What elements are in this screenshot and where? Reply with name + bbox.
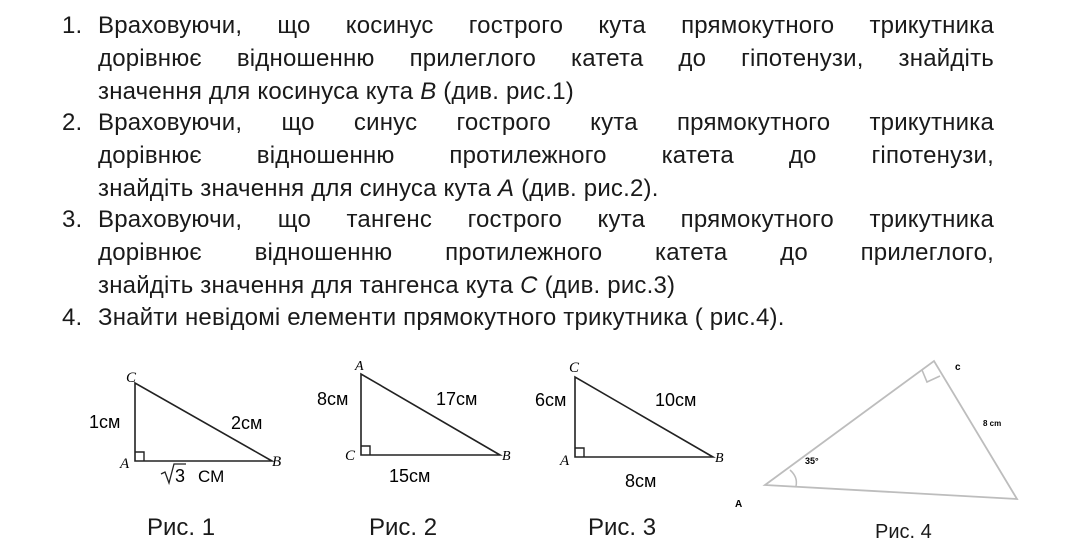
task-2-line-2: дорівнює відношенню протилежного катета до гіпотенузи, <box>98 142 994 169</box>
figure-4-triangle <box>735 361 1017 510</box>
figure-4-angle-arc <box>790 470 796 486</box>
figure-3-vertex-right-angle: A <box>560 453 570 469</box>
task-3-line-2: дорівнює відношенню протилежного катета до прилеглого, <box>98 239 994 266</box>
figure-4-vertex-left: A <box>735 499 743 510</box>
figure-4-label-side: 8 cm <box>983 419 1002 428</box>
figure-1-vertex-right: B <box>272 454 282 470</box>
figure-3-vertex-top: C <box>569 360 580 376</box>
figure-2-caption: Рис. 2 <box>369 514 438 541</box>
figure-2-triangle-shape <box>361 374 500 455</box>
figure-3-right-angle-mark <box>575 448 584 457</box>
figure-3-label-hypotenuse: 10см <box>655 390 697 410</box>
figure-4-vertex-right-angle: c <box>955 362 961 373</box>
figure-4-caption: Рис. 4 <box>875 521 932 543</box>
figure-3-triangle-shape <box>575 377 713 457</box>
task-1-line-1: Враховуючи, що косинус гострого кута прямокутного трикутника <box>98 12 994 39</box>
figure-1-vertex-top: C <box>126 370 137 386</box>
task-3-line-3-text: знайдіть значення для тангенса кута <box>98 272 521 299</box>
task-1-line-2: дорівнює відношенню прилеглого катета до гіпотенузи, знайдіть <box>98 45 994 72</box>
figure-4-label-angle: 35° <box>805 456 819 466</box>
task-3-number: 3. <box>62 206 83 233</box>
figure-2-triangle <box>317 359 511 486</box>
figure-3-triangle <box>535 360 724 491</box>
task-2-line-1: Враховуючи, що синус гострого кута прямокутного трикутника <box>98 109 994 136</box>
task-3-angle: C <box>520 272 538 299</box>
figure-1-triangle <box>89 370 281 486</box>
figure-4-triangle-shape <box>765 361 1017 499</box>
figure-1-label-root-value: 3 <box>175 466 186 486</box>
figure-2-vertex-right: B <box>502 449 511 464</box>
figure-1-label-hypotenuse: 2см <box>231 413 263 433</box>
task-1-line-3-ref: (див. рис.1) <box>436 78 574 105</box>
figure-3-label-vertical: 6см <box>535 390 567 410</box>
figure-3-vertex-right: B <box>715 451 724 466</box>
task-4-number: 4. <box>62 304 83 331</box>
figure-2-label-horizontal: 15см <box>389 466 431 486</box>
figure-2-right-angle-mark <box>361 446 370 455</box>
task-1-number: 1. <box>62 12 83 39</box>
figure-4-right-angle-mark <box>922 370 940 382</box>
task-4-line-1: Знайти невідомі елементи прямокутного трикутника ( рис.4). <box>98 304 785 331</box>
figure-1-right-angle-mark <box>135 452 144 461</box>
figure-3-label-horizontal: 8см <box>625 471 657 491</box>
task-1-angle: B <box>420 78 437 105</box>
task-3-line-1: Враховуючи, що тангенс гострого кута прямокутного трикутника <box>98 206 994 233</box>
task-2-line-3-ref: (див. рис.2). <box>514 175 659 202</box>
task-2-number: 2. <box>62 109 83 136</box>
figure-2-label-vertical: 8см <box>317 389 349 409</box>
figure-2-vertex-right-angle: C <box>345 448 356 464</box>
task-2-line-3-text: знайдіть значення для синуса кута <box>98 175 498 202</box>
task-1-line-3-text: значення для косинуса кута <box>98 78 421 105</box>
task-3-line-3-ref: (див. рис.3) <box>537 272 676 299</box>
figure-2-vertex-top: A <box>355 359 364 374</box>
figure-2-label-hypotenuse: 17см <box>436 389 478 409</box>
figure-3-caption: Рис. 3 <box>588 514 657 541</box>
figure-1-vertex-right-angle: A <box>120 456 130 472</box>
figure-1-caption: Рис. 1 <box>147 514 216 541</box>
figure-1-label-unit: СМ <box>198 467 225 486</box>
figure-1-label-vertical: 1см <box>89 412 121 432</box>
task-2-angle: A <box>498 175 515 202</box>
